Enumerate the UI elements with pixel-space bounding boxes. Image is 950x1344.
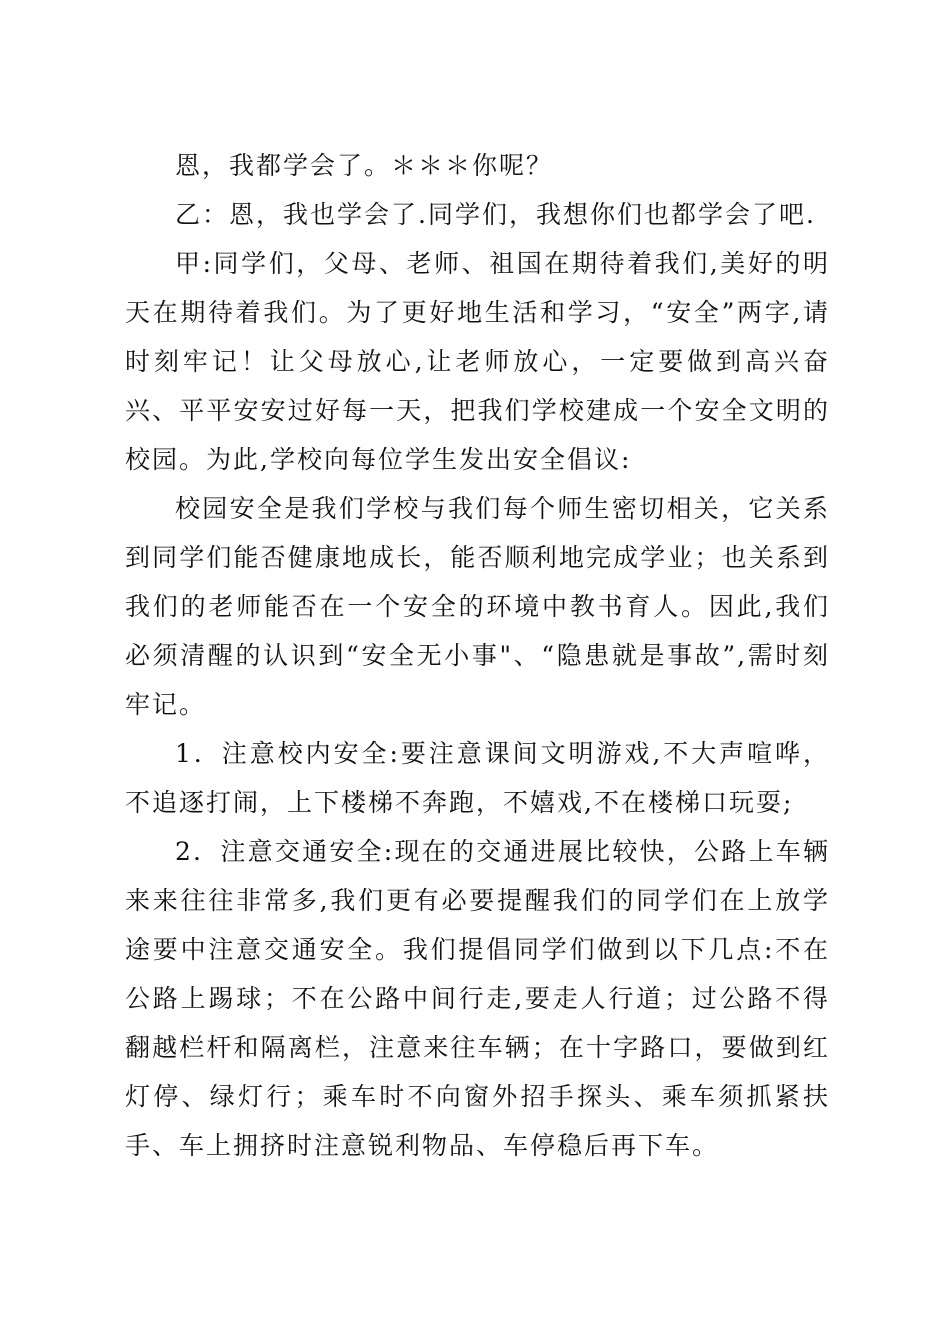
paragraph-2: 乙：恩，我也学会了.同学们，我想你们也都学会了吧. <box>175 200 816 229</box>
paragraph-3: 甲:同学们，父母、老师、祖国在期待着我们,美好的明天在期待着我们。为了更好地生活和学习，“安全”两字,请时刻牢记！让父母放心,让老师放心，一定要做到高兴奋兴、平平安安过好每一天，把我们学校建成一个安全文明的校园。为此,学校向每位学生发出安全倡议: <box>125 249 830 474</box>
paragraph-5: 1．注意校内安全:要注意课间文明游戏,不大声喧哗，不追逐打闹，上下楼梯不奔跑，不嬉戏,不在楼梯口玩耍; <box>125 739 830 817</box>
paragraph-1: 恩，我都学会了。＊＊＊你呢？ <box>175 151 554 180</box>
paragraph-4: 校园安全是我们学校与我们每个师生密切相关，它关系到同学们能否健康地成长，能否顺利地完成学业；也关系到我们的老师能否在一个安全的环境中教书育人。因此,我们必须清醒的认识到“安全无小事"、“隐患就是事故”,需时刻牢记。 <box>125 494 830 719</box>
paragraph-6: 2．注意交通安全:现在的交通进展比较快，公路上车辆来来往往非常多,我们更有必要提醒我们的同学们在上放学途要中注意交通安全。我们提倡同学们做到以下几点:不在公路上踢球；不在公路中间行走,要走人行道；过公路不得翻越栏杆和隔离栏，注意来往车辆；在十字路口，要做到红灯停、绿灯行；乘车时不向窗外招手探头、乘车须抓紧扶手、车上拥挤时注意锐利物品、车停稳后再下车。 <box>125 837 830 1160</box>
document-body <box>125 141 830 1170</box>
